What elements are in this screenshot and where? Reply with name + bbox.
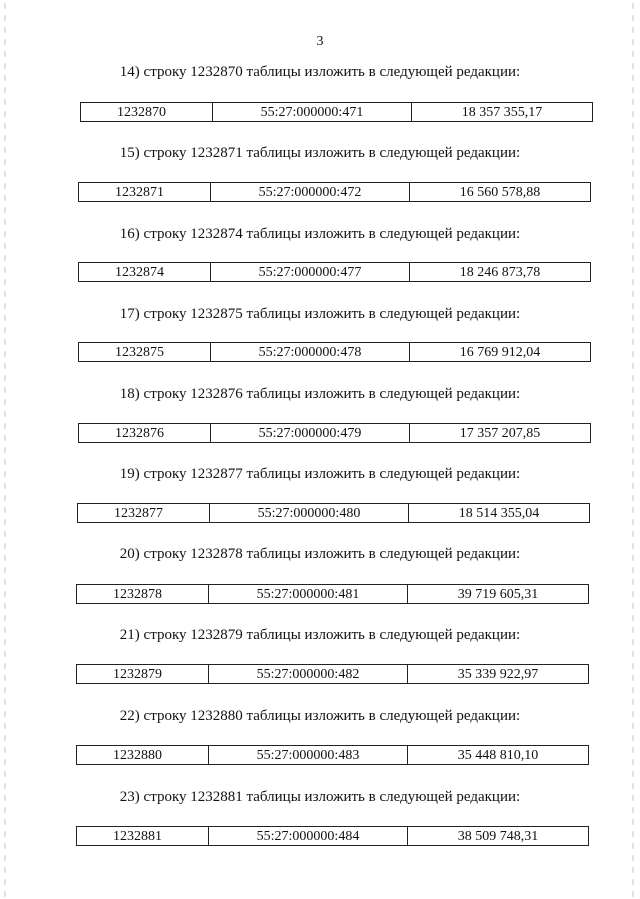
data-row-16 [78,262,591,282]
instruction-22: 22) строку 1232880 таблицы изложить в следующей редакции: [119,708,521,724]
data-row-22 [76,745,589,765]
cadastral-number-cell: 55:27:000000:483 [209,746,408,765]
data-row-19 [77,503,590,523]
instruction-17: 17) строку 1232875 таблицы изложить в следующей редакции: [119,306,521,322]
instruction-19: 19) строку 1232877 таблицы изложить в следующей редакции: [119,466,521,482]
value-cell: 38 509 748,31 [408,827,589,846]
row-code-cell: 1232880 [77,746,209,765]
row-code-cell: 1232878 [77,585,209,604]
data-row-21 [76,664,589,684]
data-row-17 [78,342,591,362]
row-code-cell: 1232876 [79,424,211,443]
value-cell: 16 769 912,04 [410,343,591,362]
data-row-23 [76,826,589,846]
right-margin-dots [632,0,634,899]
cadastral-number-cell: 55:27:000000:482 [209,665,408,684]
data-row-20 [76,584,589,604]
row-code-cell: 1232877 [78,504,210,523]
row-code-cell: 1232875 [79,343,211,362]
instruction-18: 18) строку 1232876 таблицы изложить в следующей редакции: [119,386,521,402]
value-cell: 17 357 207,85 [410,424,591,443]
cadastral-number-cell: 55:27:000000:481 [209,585,408,604]
instruction-16: 16) строку 1232874 таблицы изложить в следующей редакции: [119,226,521,242]
data-row-18 [78,423,591,443]
cadastral-number-cell: 55:27:000000:477 [211,263,410,282]
cadastral-number-cell: 55:27:000000:478 [211,343,410,362]
value-cell: 39 719 605,31 [408,585,589,604]
row-code-cell: 1232874 [79,263,211,282]
row-code-cell: 1232879 [77,665,209,684]
data-row-15 [78,182,591,202]
row-code-cell: 1232881 [77,827,209,846]
data-row-14 [80,102,593,122]
instruction-21: 21) строку 1232879 таблицы изложить в следующей редакции: [119,627,521,643]
row-code-cell: 1232870 [81,103,213,122]
cadastral-number-cell: 55:27:000000:479 [211,424,410,443]
value-cell: 18 246 873,78 [410,263,591,282]
cadastral-number-cell: 55:27:000000:484 [209,827,408,846]
value-cell: 18 357 355,17 [412,103,593,122]
instruction-14: 14) строку 1232870 таблицы изложить в следующей редакции: [119,64,521,80]
cadastral-number-cell: 55:27:000000:480 [210,504,409,523]
instruction-15: 15) строку 1232871 таблицы изложить в следующей редакции: [119,145,521,161]
value-cell: 16 560 578,88 [410,183,591,202]
left-margin-dots [4,0,6,899]
instruction-20: 20) строку 1232878 таблицы изложить в следующей редакции: [119,546,521,562]
value-cell: 18 514 355,04 [409,504,590,523]
cadastral-number-cell: 55:27:000000:472 [211,183,410,202]
value-cell: 35 448 810,10 [408,746,589,765]
value-cell: 35 339 922,97 [408,665,589,684]
cadastral-number-cell: 55:27:000000:471 [213,103,412,122]
page-number: 3 [316,34,324,49]
row-code-cell: 1232871 [79,183,211,202]
instruction-23: 23) строку 1232881 таблицы изложить в следующей редакции: [119,789,521,805]
